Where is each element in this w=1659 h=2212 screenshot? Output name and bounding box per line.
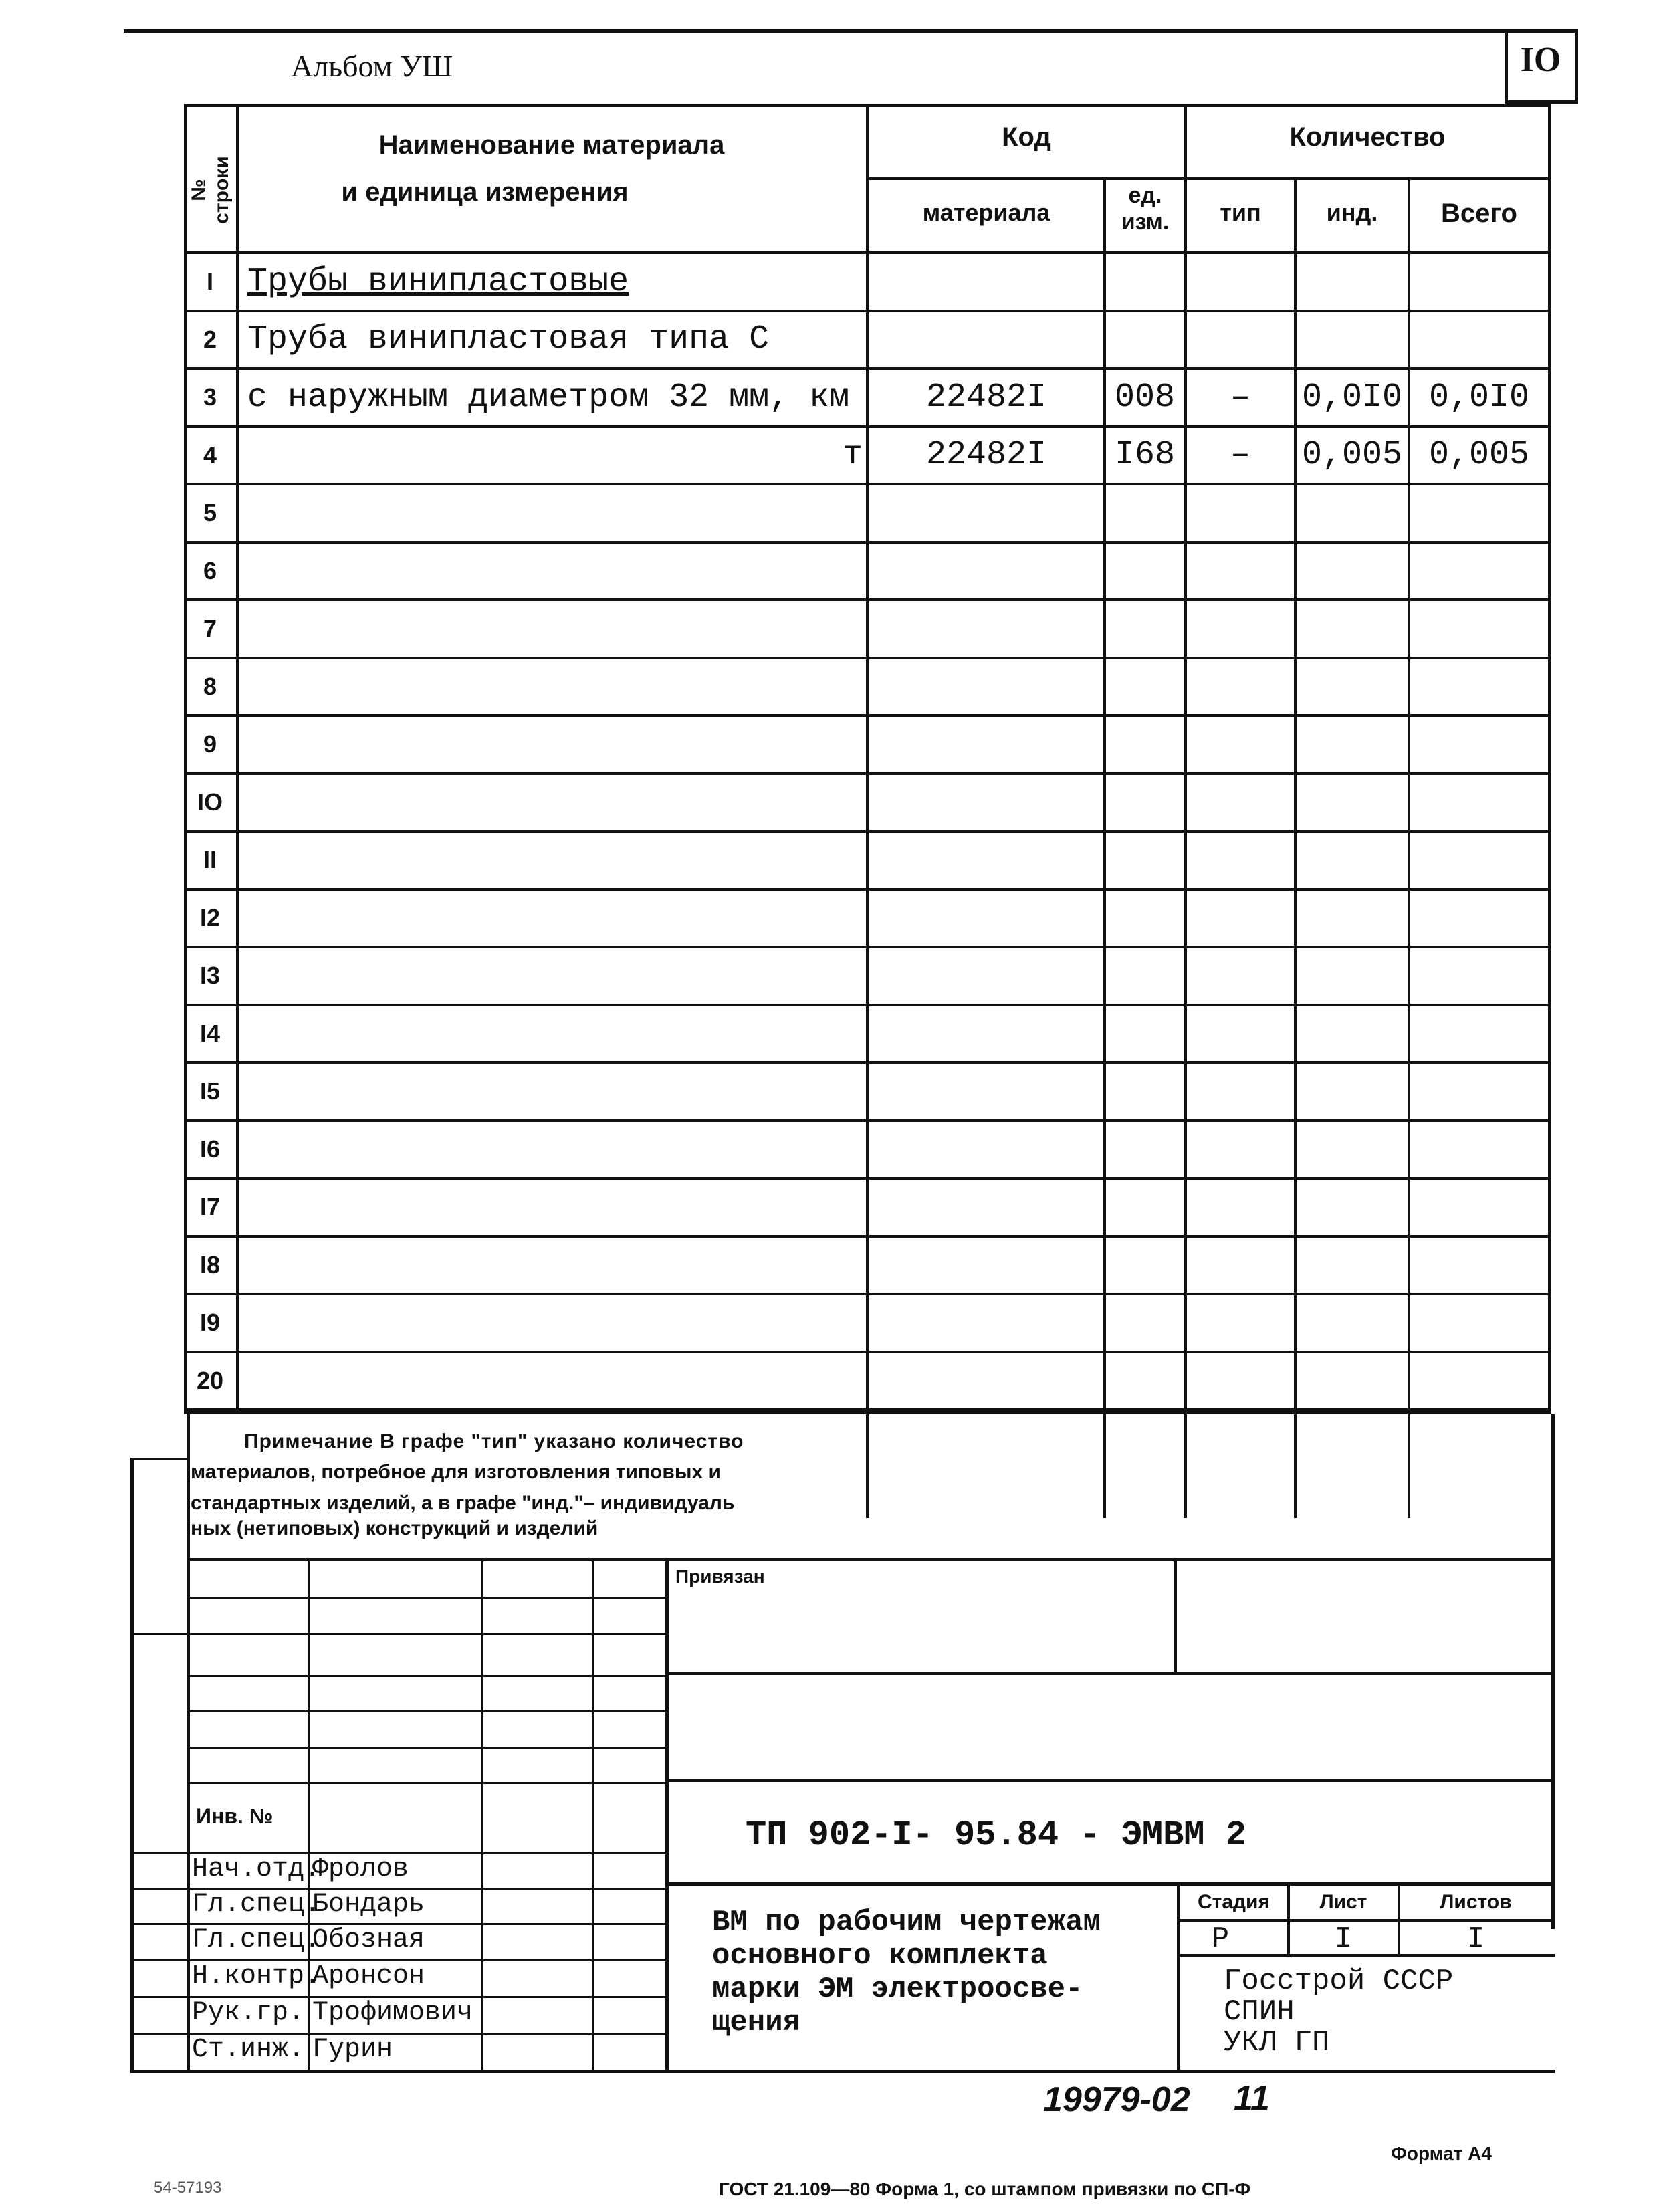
title-line3: марки ЭМ электроосве- [712,1973,1083,2006]
qty-type-cell [1187,485,1294,541]
album-label: Альбом УШ [291,49,453,83]
material-name-cell [247,891,863,946]
material-code-cell [869,485,1103,541]
material-name-cell [247,717,863,772]
archive-number: 19979-02 [1043,2080,1190,2119]
row-number-cell: 2 [203,325,217,353]
materials-table [184,104,1551,1539]
table-row [184,370,1551,425]
material-code-cell [869,312,1103,368]
unit-code-cell [1106,544,1184,599]
title-line4: щения [712,2006,801,2039]
material-name-cell [247,775,863,831]
unit-code-cell [1106,1180,1184,1235]
material-name-cell: с наружным диаметром 32 мм, км [247,378,850,417]
material-name-cell [247,1353,863,1409]
material-code-cell [869,948,1103,1004]
qty-type-cell [1187,312,1294,368]
signer-name: Аронсон [312,1961,425,1991]
qty-total-cell [1410,833,1548,888]
signer-name: Обозная [312,1925,425,1955]
qty-total-cell [1410,1180,1548,1235]
row-number-cell: 7 [203,615,217,643]
qty-ind-cell [1297,717,1408,772]
row-divider [184,1408,1551,1411]
qty-ind-cell [1297,1295,1408,1351]
qty-type-cell [1187,601,1294,657]
qty-total-cell [1410,254,1548,310]
unit-code-cell [1106,601,1184,657]
qty-ind-cell: 0,005 [1301,436,1403,475]
qty-ind-cell [1297,659,1408,715]
unit-code-cell [1106,891,1184,946]
row-number-cell: 20 [196,1366,224,1394]
sheets-label: Листов [1440,1891,1512,1913]
document-designation: ТП 902-I- 95.84 - ЭМВМ 2 [746,1815,1246,1855]
qty-type-cell [1187,1122,1294,1178]
signer-name: Бондарь [312,1890,425,1920]
unit-code-cell [1106,948,1184,1004]
material-name-cell [247,485,863,541]
unit-code-cell [1106,312,1184,368]
table-row [184,312,1551,368]
qty-total-cell [1410,1238,1548,1293]
signer-role: Рук.гр. [192,1998,305,2028]
material-code-cell [869,1006,1103,1062]
row-number-cell: I3 [199,962,221,990]
table-row [184,1006,1551,1062]
material-name-cell [247,833,863,888]
signer-role: Нач.отд. [192,1854,321,1884]
qty-ind-cell [1297,544,1408,599]
qty-total-cell [1410,948,1548,1004]
qty-ind-cell: 0,0I0 [1301,378,1403,417]
qty-total-cell [1410,659,1548,715]
qty-type-cell [1187,1353,1294,1409]
material-name-cell [247,948,863,1004]
sheet-label: Лист [1319,1891,1367,1913]
qty-total-cell [1410,1353,1548,1409]
material-code-cell [869,254,1103,310]
material-name-cell: т [842,436,863,475]
qty-type-cell [1187,1180,1294,1235]
unit-code-cell [1106,659,1184,715]
qty-total-cell [1410,544,1548,599]
unit-code-cell [1106,717,1184,772]
material-code-cell [869,775,1103,831]
qty-type-cell [1187,1064,1294,1119]
title-line2: основного комплекта [712,1939,1048,1973]
qty-total-cell [1410,1295,1548,1351]
material-name-cell [247,1238,863,1293]
unit-code-cell [1106,1353,1184,1409]
qty-ind-cell [1297,1238,1408,1293]
qty-ind-cell [1297,312,1408,368]
row-number-cell: 6 [203,556,217,584]
qty-ind-cell [1297,1064,1408,1119]
material-code-cell: 22482I [925,378,1047,417]
title-block [130,1558,1555,2073]
material-code-cell [869,1238,1103,1293]
row-number-cell: 8 [203,672,217,700]
material-name-cell [247,1006,863,1062]
table-row [184,601,1551,657]
qty-type-cell [1187,1238,1294,1293]
note-line3: стандартных изделий, а в графе "инд."– индивидуаль [191,1492,735,1514]
quantity-header: Количество [1289,122,1446,152]
signer-role: Ст.инж. [192,2035,305,2065]
unit-code-cell [1106,833,1184,888]
qty-type-cell [1187,717,1294,772]
name-header-line1: Наименование материала [378,130,725,160]
signer-role: Гл.спец. [192,1925,321,1955]
table-row [184,1353,1551,1409]
qty-ind-cell [1297,254,1408,310]
note-line1: Примечание В графе "тип" указано количество [244,1430,744,1452]
org-line3: УКЛ ГП [1224,2026,1330,2060]
top-border [124,29,1578,33]
code-unit-header-2: изм. [1121,209,1170,235]
note-line4: ных (нетиповых) конструкций и изделий [191,1517,598,1539]
row-number-cell: I8 [199,1250,221,1279]
unit-code-cell [1106,775,1184,831]
sheet-number: IO [1520,41,1561,79]
code-header: Код [1002,122,1051,152]
material-name-cell [247,601,863,657]
qty-ind-cell [1297,601,1408,657]
row-number-cell: 9 [203,730,217,758]
material-name-cell [247,1295,863,1351]
material-code-cell [869,833,1103,888]
row-number-cell: II [203,846,217,874]
row-number-cell: IO [197,788,223,816]
table-row [184,485,1551,541]
row-number-cell: 3 [203,383,217,411]
qty-type-cell [1187,775,1294,831]
material-code-cell: 22482I [925,436,1047,475]
qty-ind-cell [1297,1122,1408,1178]
unit-code-cell [1106,1006,1184,1062]
unit-code-cell [1106,1295,1184,1351]
qty-total-cell: 0,0I0 [1428,378,1530,417]
qty-type-cell [1187,659,1294,715]
signer-name: Трофимович [312,1998,473,2028]
material-code-cell [869,1064,1103,1119]
material-code-cell [869,544,1103,599]
format-label: Формат А4 [1391,2143,1492,2164]
qty-ind-cell [1297,775,1408,831]
gost-footer: ГОСТ 21.109—80 Форма 1, со штампом привязки по СП-Ф [719,2179,1251,2199]
inventory-number-label: Инв. № [196,1804,273,1828]
qty-type-cell [1187,1295,1294,1351]
signer-name: Фролов [312,1854,409,1884]
material-code-cell [869,891,1103,946]
table-row [184,775,1551,831]
qty-total-cell [1410,775,1548,831]
qty-total-cell [1410,1064,1548,1119]
row-number-cell: 4 [203,441,217,469]
material-code-cell [869,1295,1103,1351]
qty-type-cell [1187,544,1294,599]
qty-type-header: тип [1220,199,1261,226]
print-number: 54-57193 [154,2179,222,2197]
document-title [712,1906,1101,2039]
qty-type-cell: – [1230,378,1250,417]
row-number-cell: I6 [199,1135,221,1163]
unit-code-cell [1106,1238,1184,1293]
org-line1: Госстрой СССР [1224,1965,1454,1998]
table-row [184,1122,1551,1178]
row-number-cell: I5 [199,1077,221,1105]
qty-total-header: Всего [1441,199,1517,228]
qty-type-cell [1187,948,1294,1004]
material-name-cell [247,1122,863,1178]
table-row [184,254,1551,310]
qty-total-cell [1410,1006,1548,1062]
note [191,1426,1127,1539]
qty-ind-cell [1297,1180,1408,1235]
signer-role: Н.контр. [192,1961,321,1991]
material-code-cell [869,659,1103,715]
material-name-cell [247,659,863,715]
material-code-cell [869,1180,1103,1235]
qty-type-cell [1187,891,1294,946]
row-number-cell: 5 [203,499,217,527]
unit-code-cell: 008 [1114,378,1175,417]
stage-value: Р [1211,1922,1230,1956]
right-border [1575,29,1578,103]
table-row [184,948,1551,1004]
sheets-value: I [1466,1922,1485,1956]
qty-total-cell [1410,485,1548,541]
qty-total-cell [1410,891,1548,946]
org-line2: СПИН [1224,1995,1295,2029]
privyazan-label: Привязан [675,1566,765,1587]
material-code-cell [869,717,1103,772]
qty-type-cell: – [1230,436,1250,475]
material-code-cell [869,1353,1103,1409]
qty-total-cell [1410,717,1548,772]
code-material-header: материала [922,199,1050,226]
material-name-cell [247,1064,863,1119]
qty-ind-cell [1297,485,1408,541]
unit-code-cell [1106,1122,1184,1178]
signer-role: Гл.спец. [192,1890,321,1920]
material-code-cell [869,601,1103,657]
material-name-cell: Трубы винипластовые [247,262,629,301]
row-number-cell: I2 [199,903,221,931]
table-row [184,659,1551,715]
table-row [184,717,1551,772]
name-header-line2: и единица измерения [341,177,629,207]
table-row [184,1180,1551,1235]
qty-total-cell [1410,312,1548,368]
title-line1: ВМ по рабочим чертежам [712,1906,1101,1939]
row-number-cell: I4 [199,1019,221,1047]
qty-total-cell [1410,1122,1548,1178]
table-row [184,833,1551,888]
material-name-cell [247,544,863,599]
qty-total-cell: 0,005 [1428,436,1530,475]
row-number-header: № строки [188,156,233,224]
row-number-cell: I9 [199,1309,221,1337]
qty-type-cell [1187,254,1294,310]
signer-name: Гурин [312,2035,393,2065]
material-name-cell [247,1180,863,1235]
material-name-cell: Труба винипластовая типа С [247,320,770,359]
code-unit-header-1: ед. [1128,183,1162,208]
table-row [184,1238,1551,1293]
organization [1224,1966,1453,2058]
unit-code-cell [1106,254,1184,310]
qty-ind-cell [1297,1006,1408,1062]
stage-label: Стадия [1197,1891,1270,1913]
row-number-cell: I [206,267,213,296]
table-row [184,1295,1551,1351]
sheet-value: I [1334,1922,1353,1956]
unit-code-cell [1106,485,1184,541]
qty-total-cell [1410,601,1548,657]
qty-ind-header: инд. [1326,199,1378,226]
qty-type-cell [1187,833,1294,888]
note-line2: материалов, потребное для изготовления типовых и [191,1461,721,1483]
table-row [184,1064,1551,1119]
qty-ind-cell [1297,948,1408,1004]
qty-ind-cell [1297,891,1408,946]
table-row [184,428,1551,483]
qty-ind-cell [1297,833,1408,888]
unit-code-cell [1106,1064,1184,1119]
table-row [184,544,1551,599]
page-mark: 11 [1234,2079,1270,2118]
material-code-cell [869,1122,1103,1178]
qty-ind-cell [1297,1353,1408,1409]
row-number-cell: I7 [199,1193,221,1221]
qty-type-cell [1187,1006,1294,1062]
sheet-number-box-left [1505,29,1508,103]
unit-code-cell: I68 [1114,436,1175,475]
table-row [184,891,1551,946]
